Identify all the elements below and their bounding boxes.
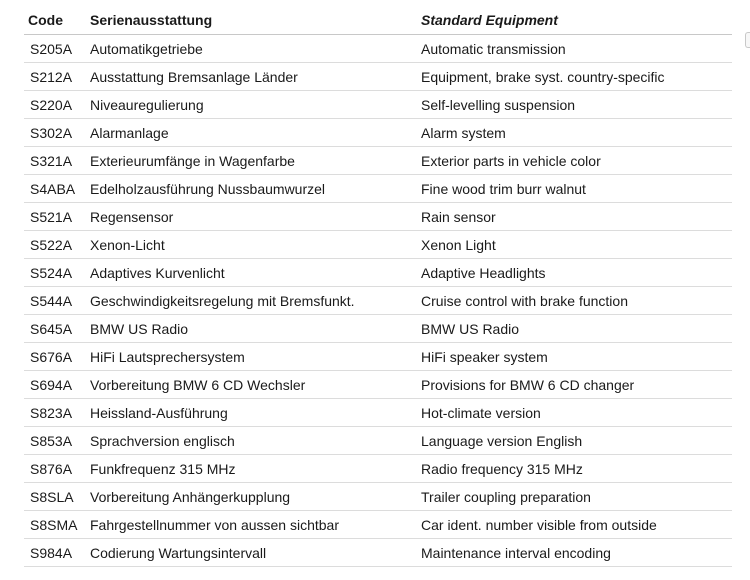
header-code: Code xyxy=(28,12,63,28)
cell-english: Xenon Light xyxy=(421,236,496,253)
cell-english: Equipment, brake syst. country-specific xyxy=(421,68,665,85)
cell-german: Edelholzausführung Nussbaumwurzel xyxy=(90,180,326,197)
table-row xyxy=(24,539,732,567)
cell-code: S220A xyxy=(30,96,73,113)
cell-code: S544A xyxy=(30,292,73,309)
cell-code: S823A xyxy=(30,404,73,421)
cell-german: Funkfrequenz 315 MHz xyxy=(90,460,236,477)
cell-german: Ausstattung Bremsanlage Länder xyxy=(90,68,298,85)
edge-tab xyxy=(745,32,750,48)
cell-english: Exterior parts in vehicle color xyxy=(421,152,601,169)
cell-german: Alarmanlage xyxy=(90,124,169,141)
cell-german: HiFi Lautsprechersystem xyxy=(90,348,245,365)
cell-code: S212A xyxy=(30,68,73,85)
cell-english: Car ident. number visible from outside xyxy=(421,516,657,533)
cell-german: Exterieurumfänge in Wagenfarbe xyxy=(90,152,295,169)
table-row xyxy=(24,483,732,511)
header-german: Serienausstattung xyxy=(90,12,213,28)
table-row xyxy=(24,175,732,203)
cell-german: Xenon-Licht xyxy=(90,236,165,253)
table-row xyxy=(24,511,732,539)
cell-code: S8SMA xyxy=(30,516,78,533)
table-row xyxy=(24,231,732,259)
table-row xyxy=(24,119,732,147)
cell-english: Trailer coupling preparation xyxy=(421,488,591,505)
table-row xyxy=(24,455,732,483)
cell-english: BMW US Radio xyxy=(421,320,520,337)
table-row xyxy=(24,427,732,455)
cell-code: S676A xyxy=(30,348,73,365)
cell-german: Niveauregulierung xyxy=(90,96,204,113)
cell-german: Automatikgetriebe xyxy=(90,40,203,57)
cell-code: S4ABA xyxy=(30,180,76,197)
cell-german: Sprachversion englisch xyxy=(90,432,235,449)
cell-code: S524A xyxy=(30,264,73,281)
cell-code: S853A xyxy=(30,432,73,449)
cell-german: Fahrgestellnummer von aussen sichtbar xyxy=(90,516,340,533)
cell-english: Radio frequency 315 MHz xyxy=(421,460,583,477)
cell-german: Heissland-Ausführung xyxy=(90,404,228,421)
cell-german: Regensensor xyxy=(90,208,174,225)
table-row xyxy=(24,343,732,371)
table-row xyxy=(24,35,732,63)
cell-german: BMW US Radio xyxy=(90,320,189,337)
cell-english: Fine wood trim burr walnut xyxy=(421,180,586,197)
header-english: Standard Equipment xyxy=(421,12,558,28)
cell-english: Adaptive Headlights xyxy=(421,264,546,281)
table-row xyxy=(24,315,732,343)
cell-german: Vorbereitung BMW 6 CD Wechsler xyxy=(90,376,306,393)
cell-english: Hot-climate version xyxy=(421,404,541,421)
cell-english: Language version English xyxy=(421,432,583,449)
table-row xyxy=(24,371,732,399)
cell-english: Provisions for BMW 6 CD changer xyxy=(421,376,635,393)
cell-code: S694A xyxy=(30,376,73,393)
cell-english: Automatic transmission xyxy=(421,40,566,57)
table-row xyxy=(24,147,732,175)
cell-english: Cruise control with brake function xyxy=(421,292,628,309)
cell-code: S522A xyxy=(30,236,73,253)
cell-code: S205A xyxy=(30,40,73,57)
cell-english: Self-levelling suspension xyxy=(421,96,576,113)
cell-german: Geschwindigkeitsregelung mit Bremsfunkt. xyxy=(90,292,355,309)
table-row xyxy=(24,63,732,91)
cell-code: S521A xyxy=(30,208,73,225)
table-row xyxy=(24,259,732,287)
table-row xyxy=(24,287,732,315)
cell-german: Vorbereitung Anhängerkupplung xyxy=(90,488,291,505)
cell-code: S876A xyxy=(30,460,73,477)
cell-english: Alarm system xyxy=(421,124,506,141)
cell-german: Codierung Wartungsintervall xyxy=(90,544,267,561)
table-row xyxy=(24,203,732,231)
cell-code: S302A xyxy=(30,124,73,141)
cell-code: S8SLA xyxy=(30,488,74,505)
cell-code: S321A xyxy=(30,152,73,169)
table-row xyxy=(24,399,732,427)
table-row xyxy=(24,91,732,119)
cell-english: Maintenance interval encoding xyxy=(421,544,611,561)
cell-code: S645A xyxy=(30,320,73,337)
cell-english: Rain sensor xyxy=(421,208,496,225)
cell-code: S984A xyxy=(30,544,73,561)
cell-english: HiFi speaker system xyxy=(421,348,548,365)
equipment-table xyxy=(24,6,732,567)
cell-german: Adaptives Kurvenlicht xyxy=(90,264,225,281)
table-header-row xyxy=(24,6,732,35)
